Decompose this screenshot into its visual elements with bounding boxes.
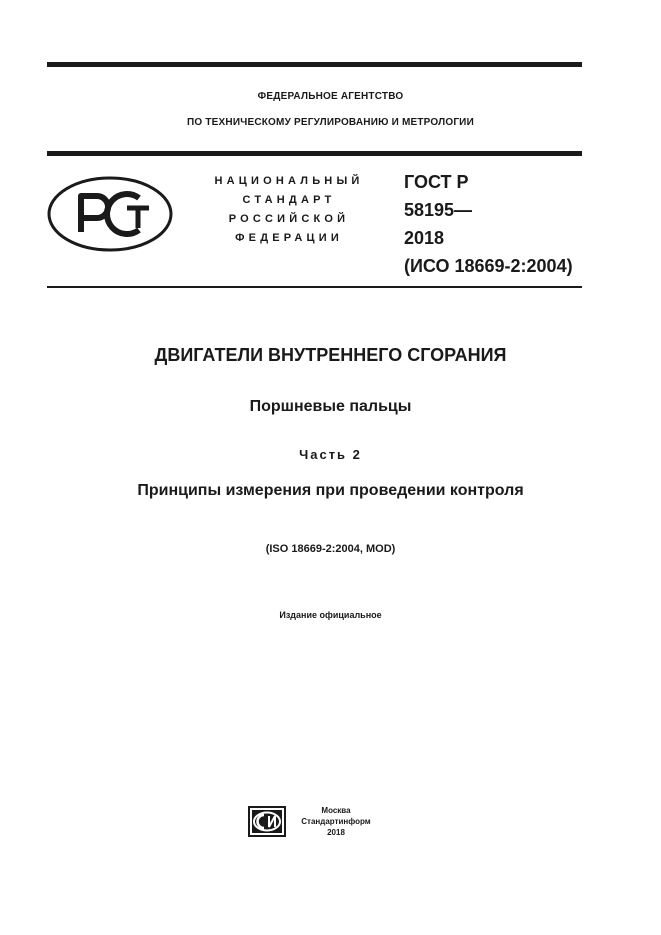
national-standard-label	[196, 172, 382, 248]
iso-reference: (ISO 18669-2:2004, MOD)	[265, 543, 396, 555]
top-rule	[47, 62, 582, 67]
gost-number	[404, 172, 573, 277]
gost-line-3: 2018	[404, 228, 445, 248]
document-subtitle: Поршневые пальцы	[249, 398, 412, 415]
publisher-city: Москва	[321, 806, 351, 815]
gost-line-4: (ИСО 18669-2:2004)	[404, 256, 573, 276]
document-title: ДВИГАТЕЛИ ВНУТРЕННЕГО СГОРАНИЯ	[154, 345, 507, 365]
gost-line-2: 58195—	[404, 200, 473, 220]
rst-logo-icon	[47, 176, 173, 252]
national-line-1: НАЦИОНАЛЬНЫЙ	[214, 175, 364, 187]
national-line-4: ФЕДЕРАЦИИ	[235, 232, 343, 244]
header-rule	[47, 151, 582, 156]
national-line-2: СТАНДАРТ	[242, 194, 336, 206]
part-label: Часть 2	[299, 447, 362, 462]
part-title: Принципы измерения при проведении контроля	[137, 482, 524, 499]
edition-label: Издание официальное	[279, 610, 382, 620]
gost-line-1: ГОСТ Р	[404, 172, 469, 192]
publisher-year: 2018	[327, 828, 345, 837]
agency-line-1: ФЕДЕРАЛЬНОЕ АГЕНТСТВО	[257, 91, 404, 102]
national-line-3: РОССИЙСКОЙ	[228, 213, 350, 225]
agency-line-2: ПО ТЕХНИЧЕСКОМУ РЕГУЛИРОВАНИЮ И МЕТРОЛОГИИ	[187, 117, 474, 128]
standartinform-logo-icon	[248, 806, 286, 837]
publisher-name: Стандартинформ	[301, 817, 371, 826]
publisher-info	[296, 805, 376, 838]
standard-rule	[47, 286, 582, 288]
